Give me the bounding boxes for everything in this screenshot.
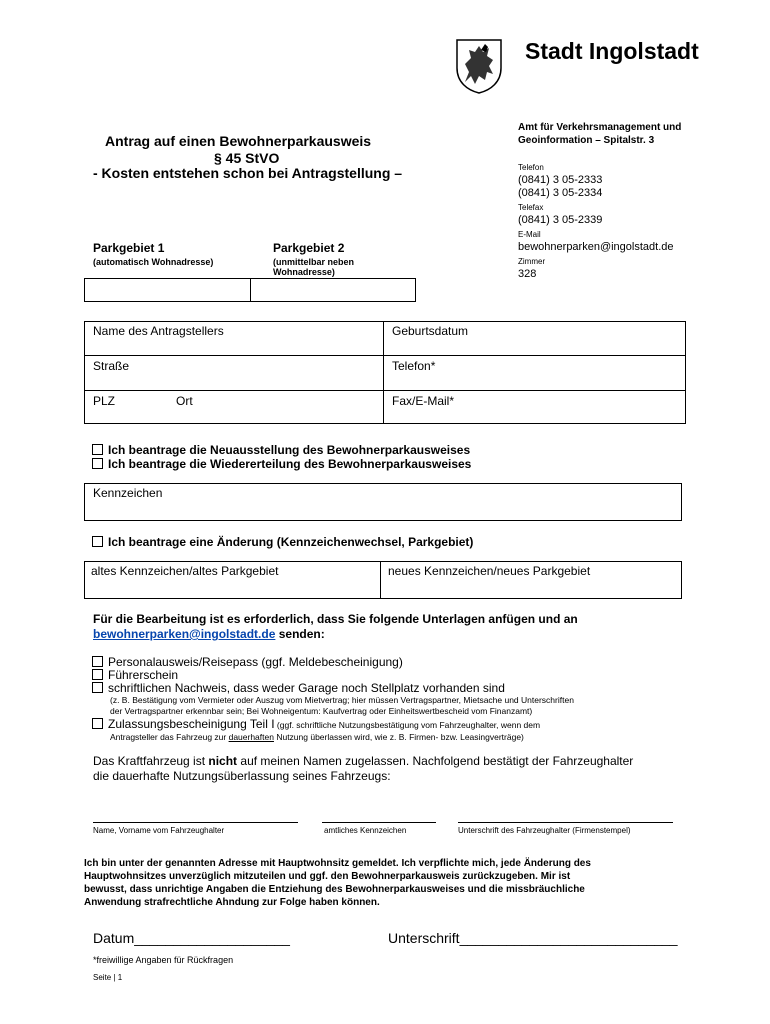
kennzeichen-box[interactable] [84,483,682,521]
email-label: E-Mail [518,230,541,239]
form-title: Antrag auf einen Bewohnerparkausweis [105,133,372,149]
city-name: Stadt Ingolstadt [525,38,699,64]
holder-signature-line[interactable] [458,822,673,823]
telefax-value: (0841) 3 05-2339 [518,214,603,226]
doc-proof-row [92,681,505,695]
doc-registration-note-1: (ggf. schriftliche Nutzungsbestätigung vom Fahrzeughalter, wenn dem [274,720,541,730]
vehicle-text-1b: nicht [208,754,238,768]
phone-field[interactable]: Telefon* [392,359,436,373]
name-field[interactable]: Name des Antragstellers [93,324,224,338]
doc-registration-checkbox[interactable] [92,718,103,729]
office-name: Amt für Verkehrsmanagement und [518,122,682,133]
request-new-label: Ich beantrage die Neuausstellung des Bewohnerparkausweises [108,443,471,457]
docs-intro-line2 [93,627,325,641]
doc-id-label: Personalausweis/Reisepass (ggf. Meldebescheinigung) [108,655,403,669]
declaration-line-2: Hauptwohnsitzes unverzüglich mitzuteilen und ggf. den Bewohnerparkausweis zurückzugeben. Mir ist [84,871,571,882]
doc-registration-label: Zulassungsbescheinigung Teil I [108,717,275,731]
parkgebiet-2-sub2: Wohnadresse) [273,267,335,277]
parkgebiet-2-sub1: (unmittelbar neben [273,257,355,267]
vehicle-text-1 [93,754,633,768]
form-title-law: § 45 StVO [214,150,280,166]
declaration-line-3: bewusst, dass unrichtige Angaben die Entziehung des Bewohnerparkausweises und die missbräuchliche [84,884,585,895]
declaration-line-4: Anwendung strafrechtliche Ahndung zur Folge haben können. [84,897,380,908]
street-field[interactable]: Straße [93,359,130,373]
kennzeichen-label: Kennzeichen [93,486,163,500]
request-change-label: Ich beantrage eine Änderung (Kennzeichenwechsel, Parkgebiet) [108,535,474,549]
ingolstadt-coat-of-arms-panther-icon [455,38,503,94]
date-field[interactable]: Datum____________________ [93,930,290,946]
holder-name-caption: Name, Vorname vom Fahrzeughalter [93,826,225,835]
request-change-checkbox[interactable] [92,536,103,547]
request-change-row [92,535,473,549]
doc-registration-note-2a: Antragsteller das Fahrzeug zur [110,732,229,742]
doc-proof-label: schriftlichen Nachweis, dass weder Garage noch Stellplatz vorhanden sind [108,681,505,695]
telefon-1: (0841) 3 05-2333 [518,174,603,186]
ort-field[interactable]: Ort [176,394,193,408]
docs-email-link[interactable]: bewohnerparken@ingolstadt.de [93,627,276,641]
email-value: bewohnerparken@ingolstadt.de [518,241,674,253]
fax-email-field[interactable]: Fax/E-Mail* [392,394,455,408]
doc-id-row [92,655,403,669]
plz-field[interactable]: PLZ [93,394,116,408]
old-plate-field[interactable]: altes Kennzeichen/altes Parkgebiet [91,564,279,578]
doc-license-row [92,668,178,682]
parkgebiet-2-title: Parkgebiet 2 [273,241,345,255]
vehicle-text-1c: auf meinen Namen zugelassen. Nachfolgend bestätigt der Fahrzeughalter [237,754,634,768]
vehicle-text-1a: Das Kraftfahrzeug ist [93,754,209,768]
doc-proof-note-2: der Vertragspartner erkennbar sein; Bei Wohneigentum: Kaufvertrag oder Einheitswertbescheid vom Finanzamt) [110,706,533,716]
parkgebiet-1-title: Parkgebiet 1 [93,241,165,255]
zimmer-value: 328 [518,268,537,280]
doc-registration-row [92,717,540,731]
doc-license-label: Führerschein [108,668,179,682]
request-renew-row [92,457,471,471]
doc-proof-note-1: (z. B. Bestätigung vom Vermieter oder Auszug vom Mietvertrag; hier müssen Vertragspartner, Mietsache und Unterschriften [110,695,574,705]
telefax-label: Telefax [518,203,544,212]
holder-name-line[interactable] [93,822,298,823]
request-renew-label: Ich beantrage die Wiedererteilung des Bewohnerparkausweises [108,457,472,471]
doc-id-checkbox[interactable] [92,656,103,667]
vehicle-text-2: die dauerhafte Nutzungsüberlassung seines Fahrzeugs: [93,769,391,783]
plate-caption: amtliches Kennzeichen [324,826,407,835]
docs-intro-end: senden: [275,627,325,641]
city-logo [455,38,515,94]
parkgebiet-1-sub: (automatisch Wohnadresse) [93,257,214,267]
doc-license-checkbox[interactable] [92,669,103,680]
plate-line[interactable] [322,822,436,823]
page-number: Seite | 1 [93,973,123,982]
optional-note: *freiwillige Angaben für Rückfragen [93,955,234,965]
request-new-row [92,443,470,457]
holder-signature-caption: Unterschrift des Fahrzeughalter (Firmenstempel) [458,826,631,835]
telefon-label: Telefon [518,163,544,172]
zimmer-label: Zimmer [518,257,546,266]
parkgebiet-1-field[interactable] [84,278,251,302]
doc-registration-note-2 [110,732,524,742]
doc-proof-checkbox[interactable] [92,682,103,693]
parkgebiet-2-field[interactable] [250,278,416,302]
telefon-2: (0841) 3 05-2334 [518,187,603,199]
request-new-checkbox[interactable] [92,444,103,455]
form-title-costs: - Kosten entstehen schon bei Antragstellung – [93,165,403,181]
request-renew-checkbox[interactable] [92,458,103,469]
doc-registration-note-2c: Nutzung überlassen wird, wie z. B. Firmen- bzw. Leasingverträge) [273,732,524,742]
new-plate-field[interactable]: neues Kennzeichen/neues Parkgebiet [388,564,591,578]
office-address: Geoinformation – Spitalstr. 3 [518,135,655,146]
signature-field[interactable]: Unterschrift____________________________ [388,930,678,946]
birthdate-field[interactable]: Geburtsdatum [392,324,469,338]
declaration-line-1: Ich bin unter der genannten Adresse mit Hauptwohnsitz gemeldet. Ich verpflichte mich, jede Änderung des [84,858,591,869]
docs-intro: Für die Bearbeitung ist es erforderlich, dass Sie folgende Unterlagen anfügen und an [93,612,578,626]
doc-registration-note-2b: dauerhaften [228,732,274,742]
